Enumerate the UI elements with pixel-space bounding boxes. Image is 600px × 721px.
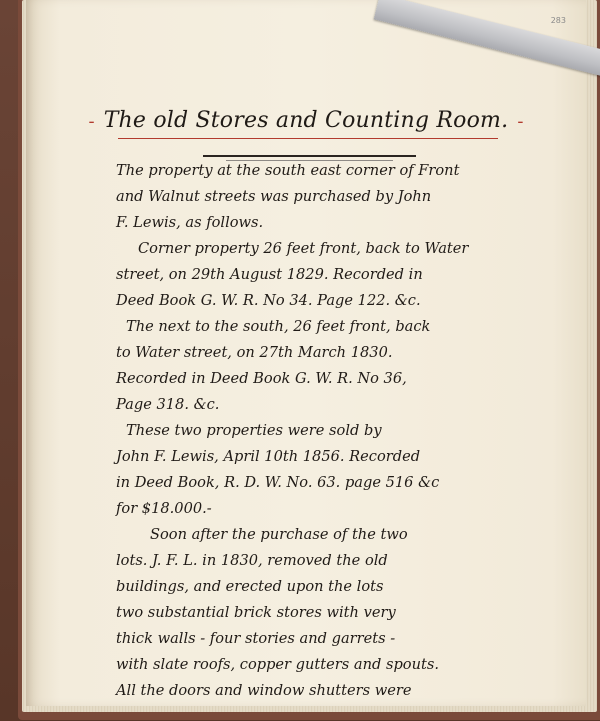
text-line: Page 318. &c. [116,396,220,413]
text-line: in Deed Book, R. D. W. No. 63. page 516 &c [116,474,440,491]
page-number: 283 [550,16,566,25]
text-line: lots. J. F. L. in 1830, removed the old [116,552,388,569]
page-title: The old Stores and Counting Room. [103,108,509,133]
text-line: for $18.000.- [116,500,212,517]
text-line: Corner property 26 feet front, back to Water [138,240,469,257]
text-line: and Walnut streets was purchased by John [116,188,432,205]
text-line: buildings, and erected upon the lots [116,578,384,595]
text-line: thick walls - four stories and garrets - [116,630,396,647]
title-underline [118,138,498,139]
title-dash-right: - [517,111,524,132]
text-line: The next to the south, 26 feet front, back [126,318,431,335]
text-line: two substantial brick stores with very [116,604,396,621]
text-line: All the doors and window shutters were [116,682,412,699]
text-line: with slate roofs, copper gutters and spouts. [116,656,439,673]
body-text [116,158,521,704]
divider-rule-dark [203,155,416,157]
text-line: Soon after the purchase of the two [150,526,408,543]
title-dash-left: - [88,111,95,132]
text-line: These two properties were sold by [126,422,382,439]
text-line: The property at the south east corner of Front [116,162,460,179]
manuscript-page [26,0,586,706]
page-title-row [26,108,586,133]
text-line: John F. Lewis, April 10th 1856. Recorded [116,448,421,465]
text-line: Recorded in Deed Book G. W. R. No 36, [116,370,407,387]
text-line: street, on 29th August 1829. Recorded in [116,266,423,283]
text-line: F. Lewis, as follows. [116,214,264,231]
text-line: Deed Book G. W. R. No 34. Page 122. &c. [116,292,421,309]
text-line: to Water street, on 27th March 1830. [116,344,393,361]
